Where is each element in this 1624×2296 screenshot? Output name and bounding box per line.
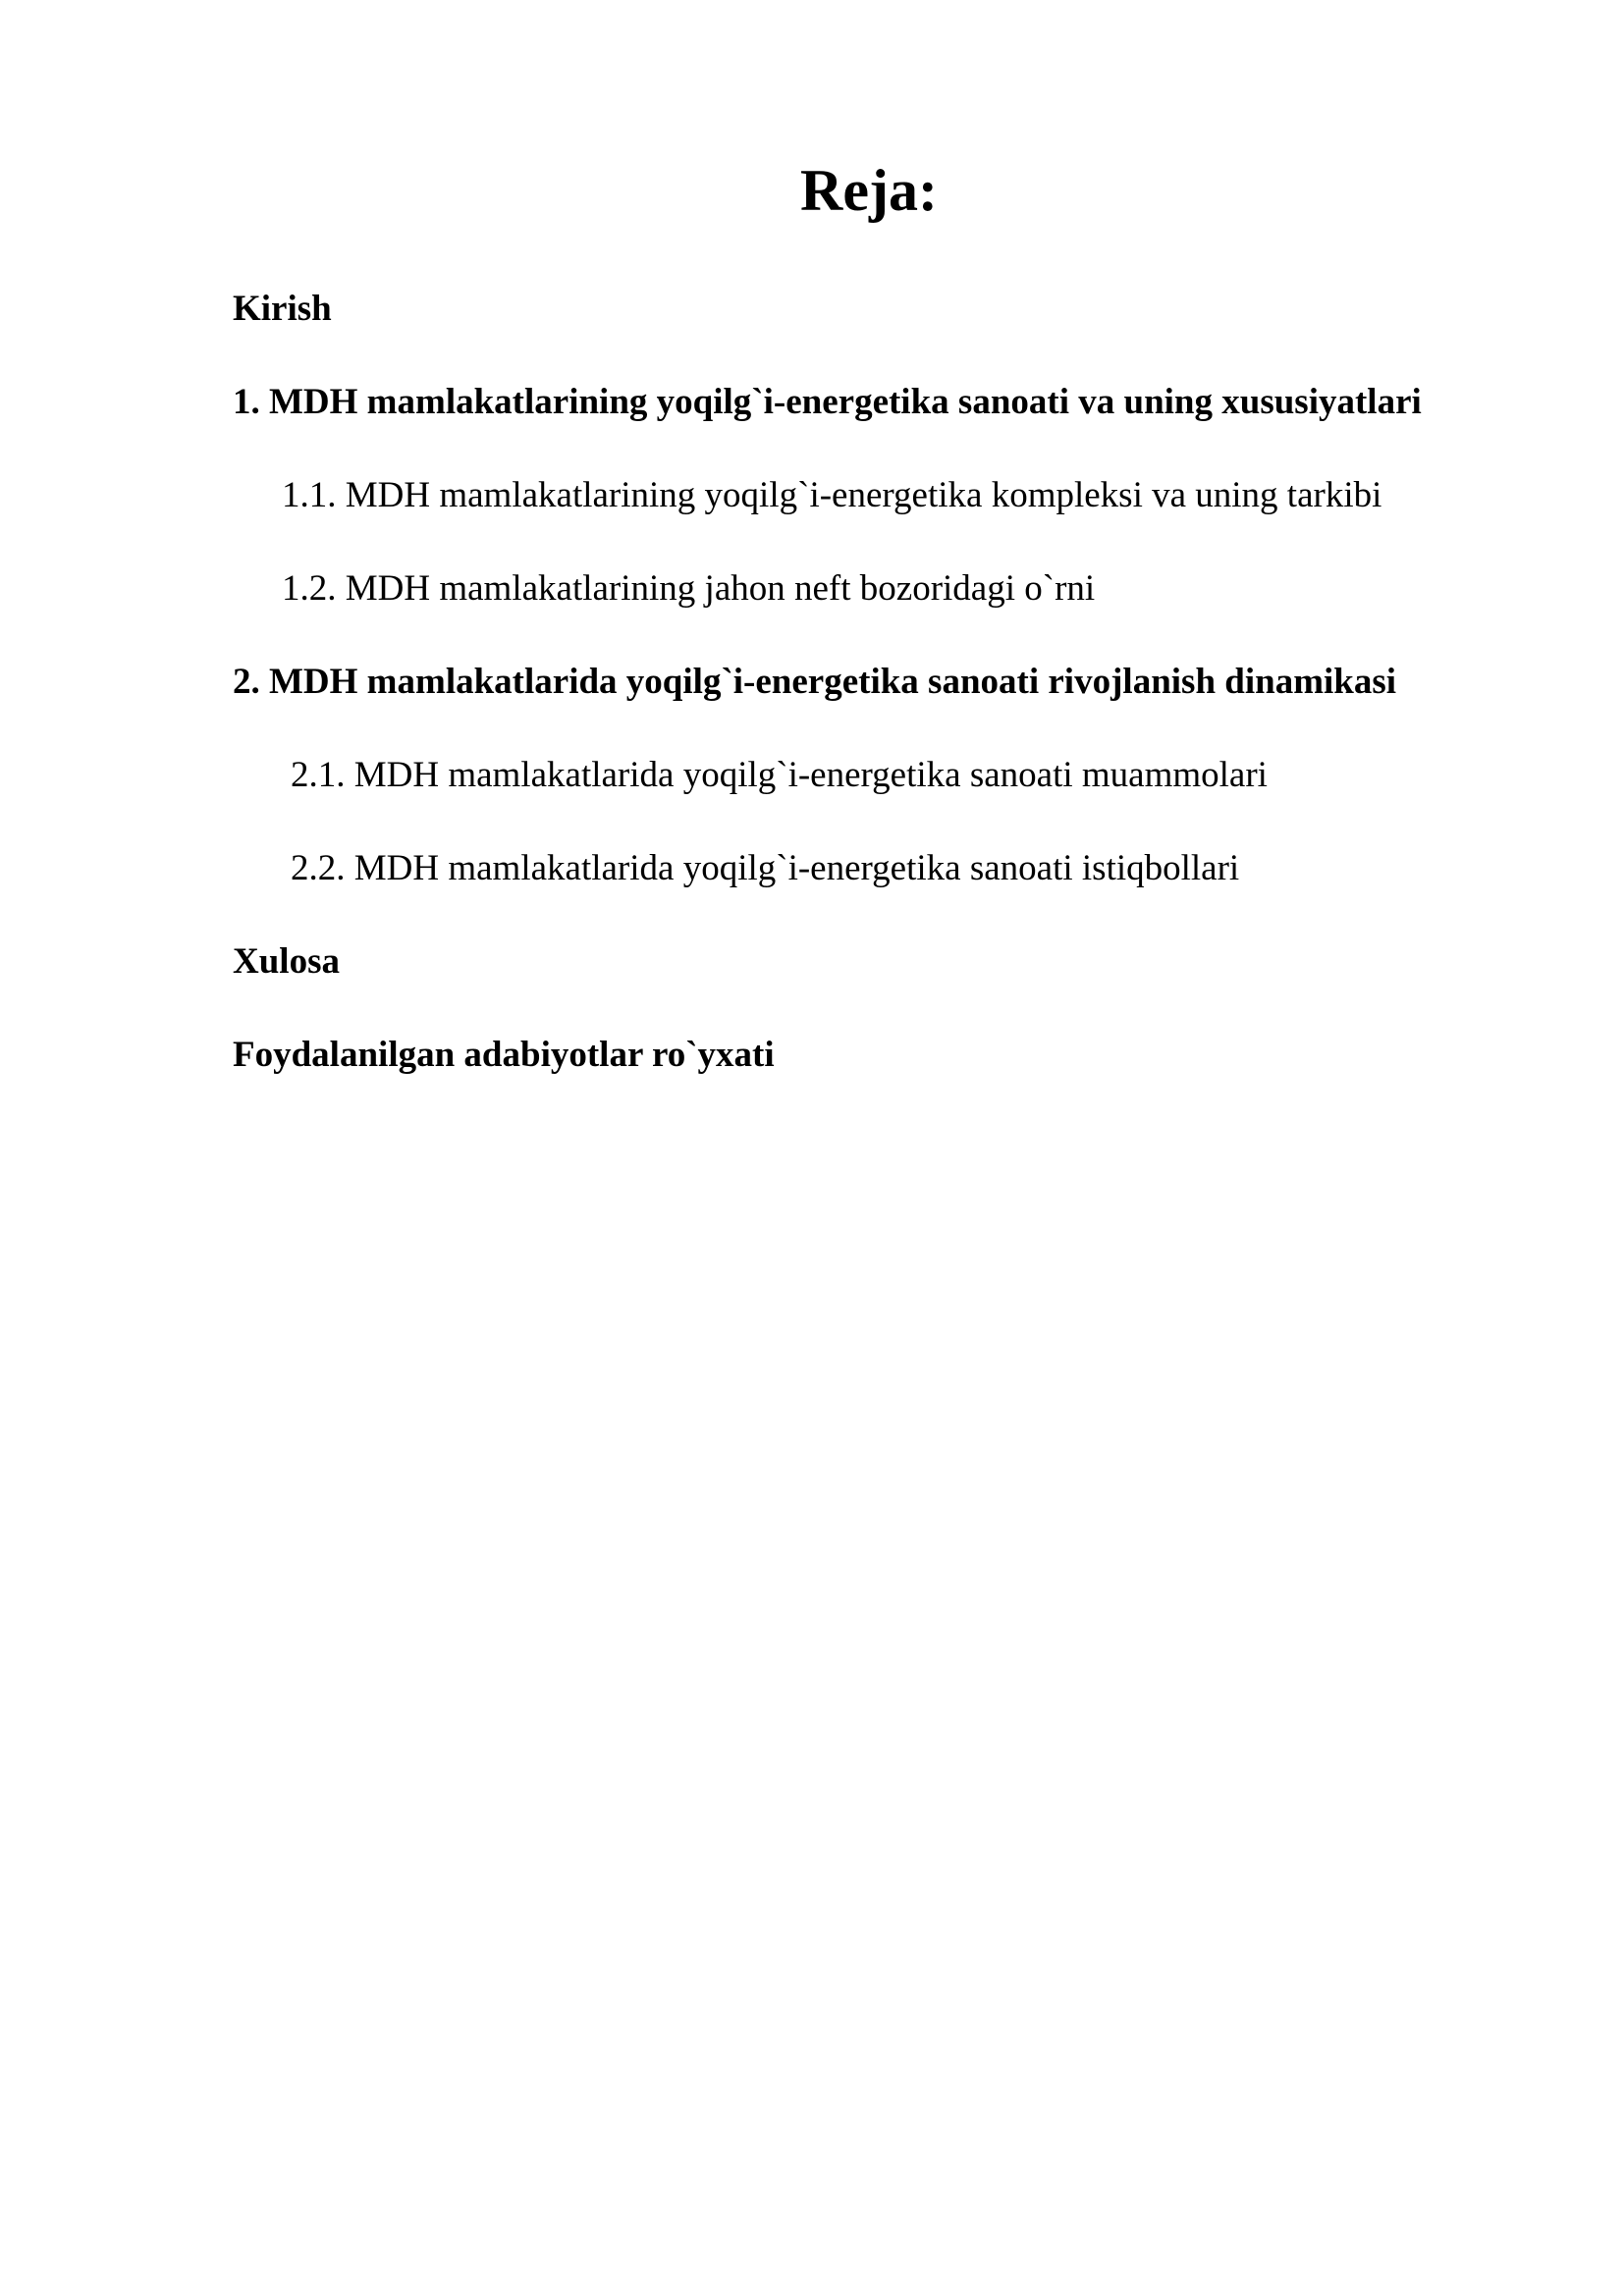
toc-entry-section-1-2: 1.2. MDH mamlakatlarining jahon neft bozoridagi o`rni	[282, 568, 1096, 609]
toc-entry-references: Foydalanilgan adabiyotlar ro`yxati	[233, 1035, 775, 1075]
toc-entry-section-2-1: 2.1. MDH mamlakatlarida yoqilg`i-energetika sanoati muammolari	[291, 755, 1268, 795]
toc-entry-chapter-1: 1. MDH mamlakatlarining yoqilg`i-energetika sanoati va uning xususiyatlari	[233, 382, 1422, 422]
toc-entry-section-1-1: 1.1. MDH mamlakatlarining yoqilg`i-energetika kompleksi va uning tarkibi	[282, 475, 1382, 515]
toc-entry-section-2-2: 2.2. MDH mamlakatlarida yoqilg`i-energetika sanoati istiqbollari	[291, 848, 1240, 888]
page-title: Reja:	[800, 158, 938, 223]
toc-entry-chapter-2: 2. MDH mamlakatlarida yoqilg`i-energetika sanoati rivojlanish dinamikasi	[233, 662, 1397, 702]
toc-entry-conclusion: Xulosa	[233, 941, 340, 982]
toc-entry-introduction: Kirish	[233, 289, 332, 329]
